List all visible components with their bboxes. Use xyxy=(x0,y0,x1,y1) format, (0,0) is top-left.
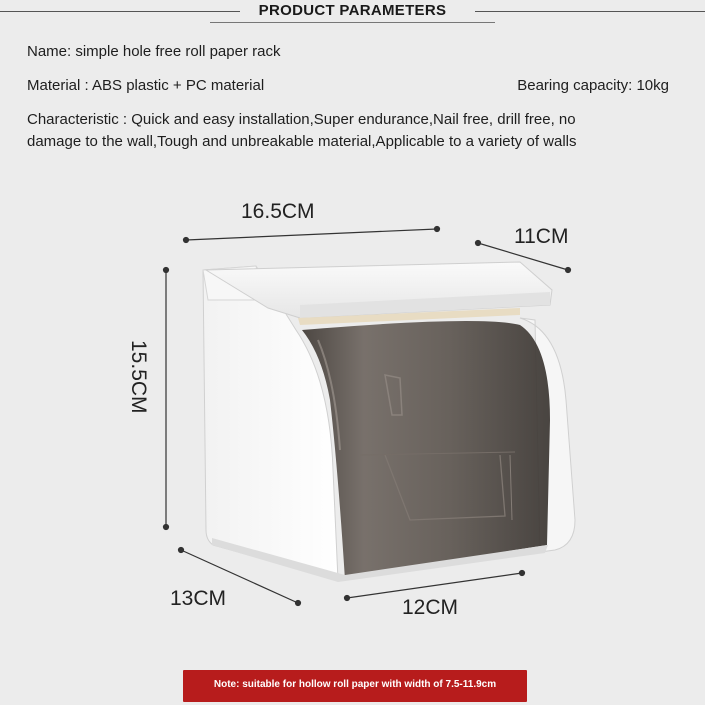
dimension-base-depth-label: 13CM xyxy=(170,587,227,610)
dimension-width-label: 16.5CM xyxy=(241,200,315,223)
dimension-depth-label: 11CM xyxy=(514,225,569,248)
param-characteristic-line-1: Characteristic : Quick and easy installation,Super endurance,Nail free, drill free, no xyxy=(27,111,576,128)
param-material: Material : ABS plastic + PC material xyxy=(27,77,265,94)
param-characteristic-line-2: damage to the wall,Tough and unbreakable material,Applicable to a variety of walls xyxy=(27,133,577,150)
param-name: Name: simple hole free roll paper rack xyxy=(27,43,281,60)
note-text: Note: suitable for hollow roll paper with width of 7.5-11.9cm xyxy=(213,679,497,690)
transparent-cover xyxy=(302,321,550,580)
dimension-height-label: 15.5CM xyxy=(127,340,150,414)
page-title: PRODUCT PARAMETERS xyxy=(258,2,447,19)
param-bearing-capacity: Bearing capacity: 10kg xyxy=(517,77,669,94)
dimension-base-width-label: 12CM xyxy=(402,596,459,619)
